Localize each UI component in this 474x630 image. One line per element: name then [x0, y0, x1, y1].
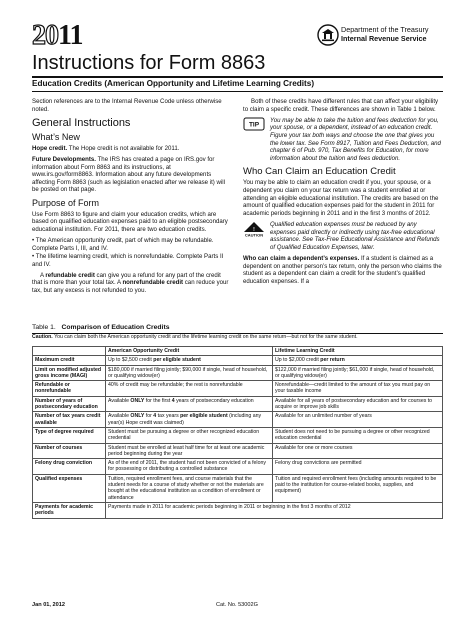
bullet-american-opportunity: • The American opportunity credit, part of which may be refundable. Complete Parts I, III, and IV.	[32, 236, 214, 252]
table-row	[33, 381, 443, 397]
purpose-paragraph: Use Form 8863 to figure and claim your education credits, which are based on qualified education expenses paid to an eligible postsecondary educational institution. For 2011, there are two education credits.	[32, 210, 228, 233]
row-label: Payments for academic periods	[33, 502, 106, 518]
cell-american-opportunity: Up to $2,500 credit per eligible student	[106, 356, 273, 365]
cell-lifetime-learning: Student does not need to be pursuing a degree or other recognized education credential	[273, 427, 443, 443]
cell-american-opportunity: 40% of credit may be refundable; the rest is nonrefundable	[106, 381, 273, 397]
cell-american-opportunity: Student must be pursuing a degree or other recognized education credential	[106, 427, 273, 443]
page-subtitle: Education Credits (American Opportunity and Lifetime Learning Credits)	[32, 79, 315, 88]
cell-payments-spanning: Payments made in 2011 for academic periods beginning in 2011 or beginning in the first 3 months of 2012	[106, 502, 443, 518]
table-row	[33, 459, 443, 475]
row-label: Number of tax years credit available	[33, 412, 106, 428]
table-row	[33, 502, 443, 518]
table-row	[33, 356, 443, 365]
hope-credit-paragraph: Hope credit. The Hope credit is not available for 2011.	[32, 144, 180, 152]
footer-cat-no: Cat. No. 53002G	[216, 602, 258, 608]
left-column	[32, 98, 232, 298]
row-label: Limit on modified adjusted gross income (MAGI)	[33, 365, 106, 381]
irs-eagle-logo-icon	[317, 24, 339, 46]
table-caution: Caution. You can claim both the American opportunity credit and the lifetime learning credit on the same return—but not for the same student.	[32, 334, 358, 340]
row-label: Maximum credit	[33, 356, 106, 365]
bullet-lifetime-learning: • The lifetime learning credit, which is nonrefundable. Complete Parts II and IV.	[32, 253, 224, 268]
who-can-claim-heading: Who Can Claim an Education Credit	[243, 166, 396, 178]
cell-lifetime-learning: Tuition and required enrollment fees (including amounts required to be paid to the institution for course-related books, supplies, and equipment)	[273, 474, 443, 502]
cell-american-opportunity: As of the end of 2011, the student had not been convicted of a felony for possessing or distributing a controlled substance	[106, 459, 273, 475]
table-row	[33, 474, 443, 502]
table-corner	[33, 347, 106, 356]
who-can-claim-paragraph: You may be able to claim an education credit if you, your spouse, or a dependent you claim on your tax return was a student enrolled at or attending an eligible educational institution. The credits are based on the amount of qualified education expenses paid for the student in 2011 for academic periods beginning in 2011 and in the first 3 months of 2012.	[243, 179, 439, 217]
footer-date: Jan 01, 2012	[32, 602, 65, 608]
tip-icon	[243, 117, 265, 131]
cell-american-opportunity: Tuition, required enrollment fees, and course materials that the student needs for a course of study whether or not the materials are bought at the educational institution as a condition of enrollment or attendance	[106, 474, 273, 502]
agency-name: Department of the Treasury Internal Revenue Service	[341, 25, 429, 43]
svg-text:CAUTION: CAUTION	[244, 232, 264, 237]
whats-new-heading: What’s New	[32, 131, 80, 142]
page-title: Instructions for Form 8863	[32, 52, 266, 74]
future-developments-paragraph: Future Developments. The IRS has created a page on IRS.gov for information about Form 8863 and its instructions, at www.irs.gov/form8863. Information about any future developments affecting Form 8863 (such as legislation enacted after we release it) will be posted on that page.	[32, 155, 225, 194]
table-row	[33, 443, 443, 459]
row-label: Refundable or nonrefundable	[33, 381, 106, 397]
table-row	[33, 427, 443, 443]
row-label: Qualified expenses	[33, 474, 106, 502]
svg-text:!: !	[253, 226, 255, 233]
tip-box	[243, 117, 443, 163]
table-title: Table 1. Comparison of Education Credits	[32, 324, 170, 331]
cell-lifetime-learning: Felony drug convictions are permitted	[273, 459, 443, 475]
row-label: Number of years of postsecondary education	[33, 396, 106, 412]
table-header-row	[33, 347, 443, 356]
cell-lifetime-learning: Nonrefundable—credit limited to the amount of tax you must pay on your taxable income	[273, 381, 443, 397]
refundable-paragraph: A refundable credit can give you a refund for any part of the credit that is more than your total tax. A nonrefundable credit can reduce your tax, but any excess is not refunded to you.	[32, 271, 229, 295]
cell-lifetime-learning: Up to $2,000 credit per return	[273, 356, 443, 365]
form-year: 2011	[32, 20, 83, 51]
both-credits-paragraph: Both of these credits have different rules that can affect your eligibility to claim a specific credit. These differences are shown in Table 1 below.	[243, 98, 439, 113]
cell-american-opportunity: $180,000 if married filing jointly; $90,000 if single, head of household, or qualifying widow(er)	[106, 365, 273, 381]
dependent-expenses-paragraph: Who can claim a dependent’s expenses. If a student is claimed as a dependent on another person’s tax return, only the person who claims the student as a dependent can claim a credit for the student’s qualified education expenses. If a	[243, 255, 442, 286]
caution-text: Qualified education expenses must be reduced by any expenses paid directly or indirectly using tax-free educational assistance. See Tax-Free Educational Assistance and Refunds of Qualified Education Expenses, later.	[270, 220, 440, 251]
cell-american-opportunity: Available ONLY for the first 4 years of postsecondary education	[106, 396, 273, 412]
caution-icon	[243, 221, 265, 237]
comparison-table	[32, 346, 443, 519]
purpose-heading: Purpose of Form	[32, 197, 100, 208]
row-label: Number of courses	[33, 443, 106, 459]
general-instructions-heading: General Instructions	[32, 116, 131, 129]
intro-text: Section references are to the Internal Revenue Code unless otherwise noted.	[32, 98, 222, 113]
cell-lifetime-learning: Available for an unlimited number of years	[273, 412, 443, 428]
table-row	[33, 365, 443, 381]
subtitle-divider	[32, 91, 443, 92]
table-row	[33, 412, 443, 428]
column-header-lifetime-learning: Lifetime Learning Credit	[273, 347, 443, 356]
cell-lifetime-learning: Available for one or more courses	[273, 443, 443, 459]
cell-american-opportunity: Available ONLY for 4 tax years per eligible student (including any year(s) Hope credit was claimed)	[106, 412, 273, 428]
cell-american-opportunity: Student must be enrolled at least half time for at least one academic period beginning during the year	[106, 443, 273, 459]
column-header-american-opportunity: American Opportunity Credit	[106, 347, 273, 356]
tip-text: You may be able to take the tuition and fees deduction for you, your spouse, or a dependent, instead of an education credit. Figure your tax both ways and choose the one that gives you the lower tax. See Form 8917, Tuition and Fees Deduction, and chapter 6 of Pub. 970, Tax Benefits for Education, for more information about the tuition and fees deduction.	[270, 116, 441, 162]
row-label: Felony drug conviction	[33, 459, 106, 475]
table-row	[33, 396, 443, 412]
title-divider	[32, 76, 443, 78]
caution-box	[243, 221, 443, 251]
row-label: Type of degree required	[33, 427, 106, 443]
cell-lifetime-learning: Available for all years of postsecondary education and for courses to acquire or improve job skills	[273, 396, 443, 412]
cell-lifetime-learning: $122,000 if married filing jointly; $61,000 if single, head of household, or qualifying widow(er)	[273, 365, 443, 381]
right-column	[243, 98, 443, 289]
svg-text:TIP: TIP	[248, 121, 260, 129]
